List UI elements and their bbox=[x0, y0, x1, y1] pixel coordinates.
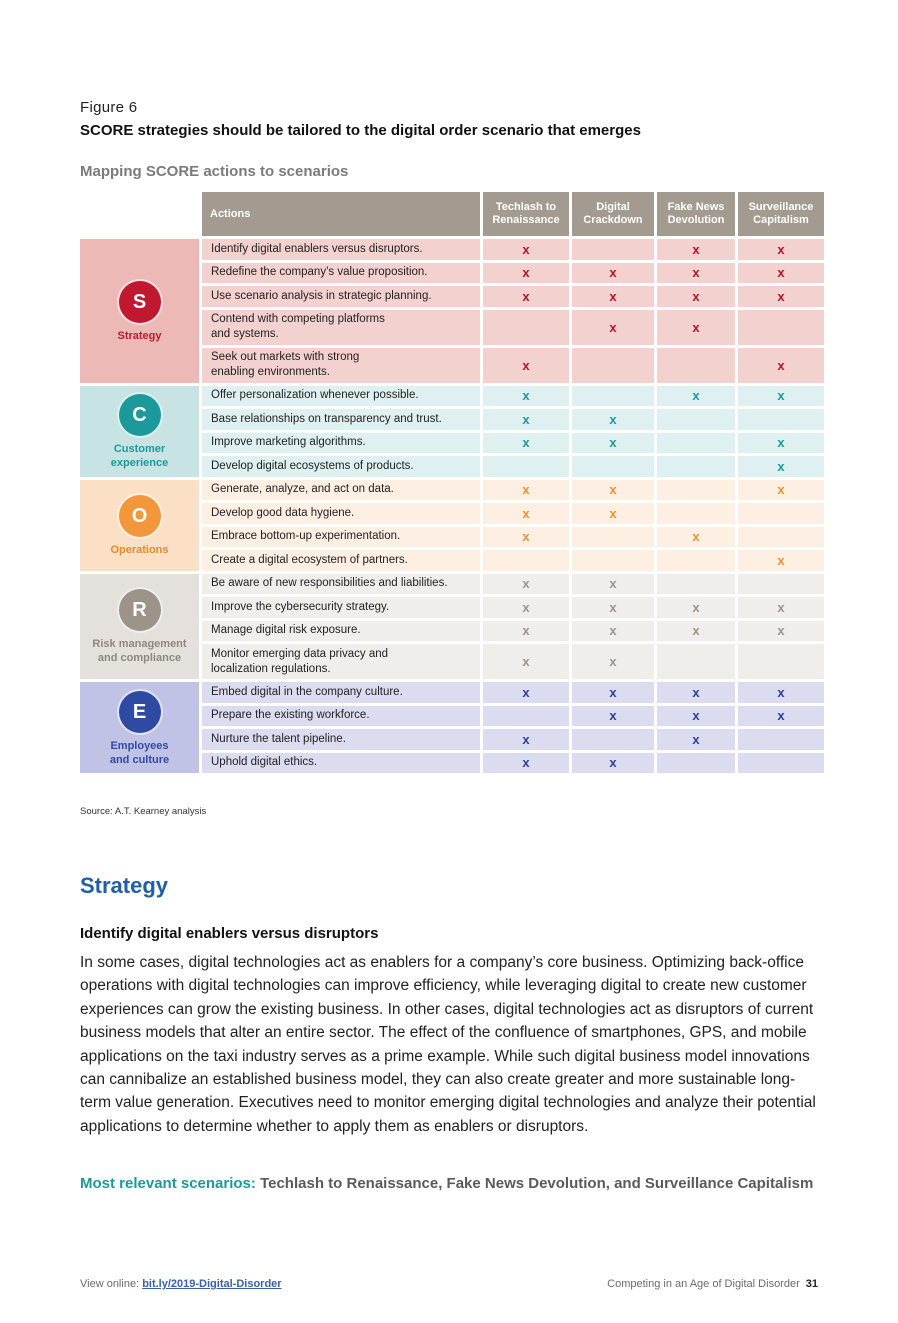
action-cell: Nurture the talent pipeline. bbox=[202, 729, 480, 750]
x-mark: x bbox=[483, 682, 569, 703]
action-cell: Develop digital ecosystems of products. bbox=[202, 456, 480, 477]
empty-cell bbox=[483, 706, 569, 727]
x-mark: x bbox=[572, 503, 654, 524]
empty-cell bbox=[657, 644, 735, 679]
action-cell: Identify digital enablers versus disruptors. bbox=[202, 239, 480, 260]
view-online-label: View online: bbox=[80, 1278, 140, 1290]
empty-cell bbox=[657, 348, 735, 383]
x-mark: x bbox=[572, 644, 654, 679]
action-cell: Embed digital in the company culture. bbox=[202, 682, 480, 703]
x-mark: x bbox=[738, 621, 824, 642]
empty-cell bbox=[738, 310, 824, 345]
section-subheading: Identify digital enablers versus disruptors bbox=[80, 925, 379, 942]
score-table bbox=[77, 189, 827, 776]
x-mark: x bbox=[572, 621, 654, 642]
category-c bbox=[80, 386, 199, 477]
action-cell: Monitor emerging data privacy and localization regulations. bbox=[202, 644, 480, 679]
footer-view-online bbox=[80, 1278, 282, 1290]
table-row bbox=[80, 574, 824, 595]
x-mark: x bbox=[657, 239, 735, 260]
x-mark: x bbox=[483, 597, 569, 618]
table-row bbox=[80, 386, 824, 407]
page-number: 31 bbox=[805, 1278, 818, 1290]
action-cell: Use scenario analysis in strategic planning. bbox=[202, 286, 480, 307]
empty-cell bbox=[572, 456, 654, 477]
x-mark: x bbox=[572, 574, 654, 595]
category-name: Employees and culture bbox=[109, 739, 170, 766]
footer-title bbox=[607, 1278, 818, 1290]
x-mark: x bbox=[738, 480, 824, 501]
relevant-scenarios bbox=[80, 1172, 820, 1195]
x-mark: x bbox=[738, 682, 824, 703]
empty-cell bbox=[738, 574, 824, 595]
empty-cell bbox=[738, 409, 824, 430]
empty-cell bbox=[572, 550, 654, 571]
x-mark: x bbox=[483, 644, 569, 679]
x-mark: x bbox=[738, 286, 824, 307]
empty-cell bbox=[572, 239, 654, 260]
x-mark: x bbox=[483, 621, 569, 642]
x-mark: x bbox=[483, 239, 569, 260]
x-mark: x bbox=[572, 753, 654, 774]
action-cell: Seek out markets with strong enabling environments. bbox=[202, 348, 480, 383]
x-mark: x bbox=[483, 753, 569, 774]
x-mark: x bbox=[657, 682, 735, 703]
empty-cell bbox=[657, 550, 735, 571]
x-mark: x bbox=[738, 239, 824, 260]
x-mark: x bbox=[738, 456, 824, 477]
x-mark: x bbox=[572, 682, 654, 703]
empty-cell bbox=[572, 729, 654, 750]
x-mark: x bbox=[657, 263, 735, 284]
x-mark: x bbox=[738, 348, 824, 383]
action-cell: Prepare the existing workforce. bbox=[202, 706, 480, 727]
column-header-techlash: Techlash to Renaissance bbox=[483, 192, 569, 236]
category-letter-badge: C bbox=[117, 392, 163, 438]
category-o bbox=[80, 480, 199, 571]
category-name: Customer experience bbox=[110, 443, 169, 469]
x-mark: x bbox=[572, 706, 654, 727]
column-header-digital-crackdown: Digital Crackdown bbox=[572, 192, 654, 236]
table-header-row bbox=[80, 192, 824, 236]
relevant-scenarios-label: Most relevant scenarios: bbox=[80, 1175, 256, 1192]
x-mark: x bbox=[572, 409, 654, 430]
x-mark: x bbox=[483, 480, 569, 501]
x-mark: x bbox=[572, 286, 654, 307]
empty-cell bbox=[657, 480, 735, 501]
x-mark: x bbox=[657, 527, 735, 548]
action-cell: Manage digital risk exposure. bbox=[202, 621, 480, 642]
x-mark: x bbox=[657, 386, 735, 407]
x-mark: x bbox=[572, 597, 654, 618]
x-mark: x bbox=[738, 706, 824, 727]
x-mark: x bbox=[657, 621, 735, 642]
category-letter-badge: O bbox=[117, 493, 163, 539]
x-mark: x bbox=[572, 263, 654, 284]
empty-cell bbox=[738, 753, 824, 774]
empty-cell bbox=[572, 348, 654, 383]
empty-cell bbox=[657, 456, 735, 477]
column-header-fake-news: Fake News Devolution bbox=[657, 192, 735, 236]
action-cell: Offer personalization whenever possible. bbox=[202, 386, 480, 407]
empty-cell bbox=[657, 753, 735, 774]
figure-title: SCORE strategies should be tailored to the digital order scenario that emerges bbox=[80, 122, 641, 139]
category-e bbox=[80, 682, 199, 773]
x-mark: x bbox=[483, 729, 569, 750]
action-cell: Develop good data hygiene. bbox=[202, 503, 480, 524]
x-mark: x bbox=[483, 286, 569, 307]
category-name: Strategy bbox=[117, 329, 162, 342]
figure-label: Figure 6 bbox=[80, 99, 138, 116]
table-row bbox=[80, 480, 824, 501]
x-mark: x bbox=[657, 597, 735, 618]
category-r bbox=[80, 574, 199, 680]
x-mark: x bbox=[657, 706, 735, 727]
x-mark: x bbox=[483, 574, 569, 595]
action-cell: Redefine the company’s value proposition. bbox=[202, 263, 480, 284]
category-name: Operations bbox=[110, 544, 169, 556]
action-cell: Be aware of new responsibilities and liabilities. bbox=[202, 574, 480, 595]
x-mark: x bbox=[483, 433, 569, 454]
action-cell: Improve the cybersecurity strategy. bbox=[202, 597, 480, 618]
category-letter-badge: E bbox=[117, 689, 163, 735]
empty-cell bbox=[738, 644, 824, 679]
table-row bbox=[80, 239, 824, 260]
action-cell: Create a digital ecosystem of partners. bbox=[202, 550, 480, 571]
x-mark: x bbox=[572, 480, 654, 501]
action-cell: Uphold digital ethics. bbox=[202, 753, 480, 774]
empty-cell bbox=[483, 310, 569, 345]
column-header-surveillance: Surveillance Capitalism bbox=[738, 192, 824, 236]
x-mark: x bbox=[483, 263, 569, 284]
action-cell: Improve marketing algorithms. bbox=[202, 433, 480, 454]
x-mark: x bbox=[483, 527, 569, 548]
x-mark: x bbox=[657, 310, 735, 345]
x-mark: x bbox=[657, 729, 735, 750]
x-mark: x bbox=[738, 433, 824, 454]
action-cell: Contend with competing platforms and systems. bbox=[202, 310, 480, 345]
empty-cell bbox=[657, 503, 735, 524]
empty-cell bbox=[657, 409, 735, 430]
x-mark: x bbox=[738, 597, 824, 618]
empty-cell bbox=[738, 503, 824, 524]
x-mark: x bbox=[572, 433, 654, 454]
view-online-link[interactable]: bit.ly/2019-Digital-Disorder bbox=[142, 1278, 282, 1290]
actions-header: Actions bbox=[202, 192, 480, 236]
x-mark: x bbox=[572, 310, 654, 345]
empty-cell bbox=[738, 527, 824, 548]
action-cell: Embrace bottom-up experimentation. bbox=[202, 527, 480, 548]
x-mark: x bbox=[738, 386, 824, 407]
section-body: In some cases, digital technologies act as enablers for a company’s core business. Optimizing back-office operations with digital technologies can improve efficiency, while leveraging digital to create new customer experiences can grow the existing business. In other cases, digital technologies act as disruptors of current business models that alter an entire sector. The effect of the confluence of smartphones, GPS, and mobile applications on the taxi industry serves as a prime example. While such digital business model innovations can cannibalize an established business model, they can also create greater and more sustainable long-term value generation. Executives need to monitor emerging digital technologies and analyze their potential applications to determine whether to apply them as enablers or disruptors. bbox=[80, 954, 816, 1135]
x-mark: x bbox=[483, 386, 569, 407]
category-letter-badge: S bbox=[117, 279, 163, 325]
x-mark: x bbox=[738, 263, 824, 284]
category-letter-badge: R bbox=[117, 587, 163, 633]
section-heading: Strategy bbox=[80, 873, 169, 898]
action-cell: Base relationships on transparency and trust. bbox=[202, 409, 480, 430]
action-cell: Generate, analyze, and act on data. bbox=[202, 480, 480, 501]
empty-cell bbox=[657, 574, 735, 595]
empty-cell bbox=[483, 550, 569, 571]
empty-cell bbox=[572, 386, 654, 407]
source-note: Source: A.T. Kearney analysis bbox=[80, 806, 207, 817]
x-mark: x bbox=[657, 286, 735, 307]
empty-cell bbox=[657, 433, 735, 454]
empty-cell bbox=[483, 456, 569, 477]
empty-cell bbox=[572, 527, 654, 548]
report-title: Competing in an Age of Digital Disorder bbox=[607, 1278, 800, 1290]
empty-cell bbox=[738, 729, 824, 750]
x-mark: x bbox=[483, 348, 569, 383]
relevant-scenarios-text: Techlash to Renaissance, Fake News Devolution, and Surveillance Capitalism bbox=[260, 1175, 814, 1192]
table-row bbox=[80, 682, 824, 703]
x-mark: x bbox=[483, 409, 569, 430]
table-subtitle: Mapping SCORE actions to scenarios bbox=[80, 163, 349, 180]
header-spacer bbox=[80, 192, 199, 236]
x-mark: x bbox=[738, 550, 824, 571]
category-name: Risk management and compliance bbox=[92, 638, 187, 665]
table-body bbox=[80, 239, 824, 773]
x-mark: x bbox=[483, 503, 569, 524]
category-s bbox=[80, 239, 199, 383]
